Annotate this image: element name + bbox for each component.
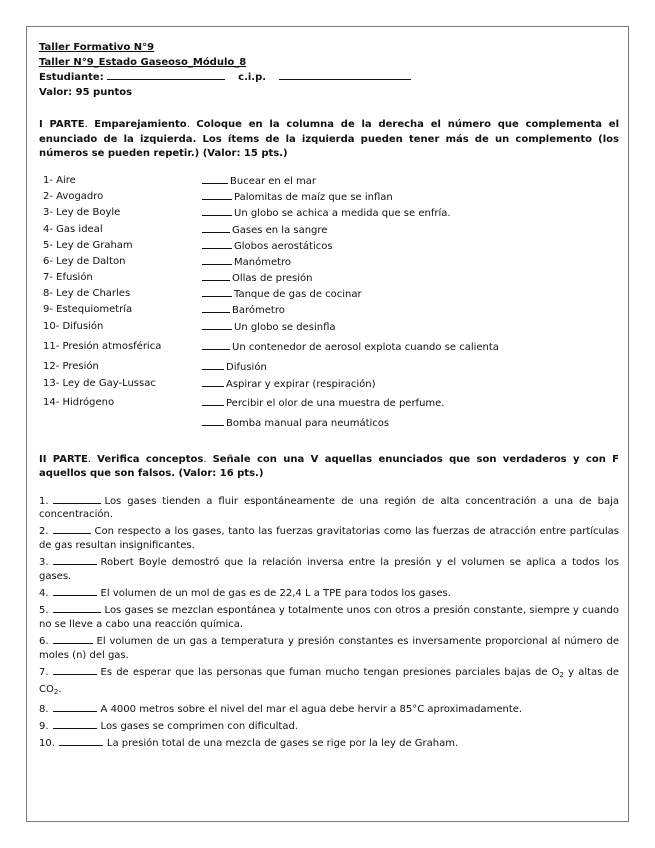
statement-number: 2.	[39, 526, 49, 538]
part2-text: Señale con una V aquellas enunciados que son verdaderos y con F aquellos que son falsos. (Valor: 16 pts.)	[39, 453, 620, 479]
answer-blank[interactable]	[202, 255, 232, 265]
answer-blank[interactable]	[202, 223, 230, 233]
statement-number: 3.	[39, 557, 49, 569]
left-item: 7- Efusión	[43, 271, 93, 283]
right-item-text: Bomba manual para neumáticos	[226, 417, 390, 429]
right-item-text: Gases en la sangre	[232, 224, 328, 236]
student-label: Estudiante:	[39, 72, 104, 83]
statement-text: A 4000 metros sobre el nivel del mar el agua debe hervir a 85°C aproximadamente.	[100, 703, 523, 715]
answer-blank[interactable]	[53, 702, 97, 712]
left-item: 3- Ley de Boyle	[43, 206, 121, 218]
right-item-text: Un globo se achica a medida que se enfría.	[234, 207, 451, 219]
matching-row	[39, 303, 619, 317]
statement-number: 6.	[39, 636, 49, 648]
header-title: Taller Formativo N°9	[39, 42, 155, 53]
answer-blank[interactable]	[53, 524, 91, 534]
student-blank	[107, 70, 225, 80]
student-line	[39, 70, 619, 86]
header-subtitle: Taller N°9_Estado Gaseoso_Módulo_8	[39, 56, 247, 68]
answer-blank[interactable]	[202, 396, 224, 406]
part1-subtitle: Emparejamiento	[94, 119, 187, 130]
statement-text: El volumen de un mol de gas es de 22,4 L a TPE para todos los gases.	[100, 588, 451, 600]
statement-text: Es de esperar que las personas que fuman mucho tengan presiones parciales bajas de O	[100, 667, 560, 679]
answer-blank[interactable]	[202, 320, 232, 330]
matching-row	[39, 239, 619, 253]
right-item	[202, 223, 327, 238]
statement-item	[39, 736, 619, 751]
matching-row	[39, 396, 619, 410]
right-item-text: Un contenedor de aerosol explota cuando se calienta	[232, 341, 499, 353]
statement-number: 7.	[39, 667, 49, 679]
statement-number: 1.	[39, 495, 49, 507]
right-item	[202, 303, 285, 318]
true-false-list	[39, 494, 619, 751]
answer-blank[interactable]	[202, 190, 232, 200]
left-item: 9- Estequiometría	[43, 303, 133, 315]
statement-item	[39, 555, 619, 584]
statement-number: 10.	[39, 738, 55, 750]
right-item-text: Percibir el olor de una muestra de perfume.	[226, 397, 445, 409]
statement-number: 9.	[39, 721, 49, 733]
right-item	[202, 360, 267, 375]
part2-subtitle: Verifica conceptos	[97, 453, 204, 465]
statement-text: Los gases se comprimen con dificultad.	[100, 721, 298, 733]
part1-instructions: I PARTE. Emparejamiento. Coloque en la columna de la derecha el número que complementa el enunciado de la izquierda. Los ítems de la izquierda pueden tener más de un complemento (los números se pueden repetir.) (Valor: 15 pts.)	[39, 119, 620, 159]
left-item: 11- Presión atmosférica	[43, 340, 162, 352]
right-item-text: Palomitas de maíz que se inflan	[234, 191, 393, 203]
matching-row	[39, 320, 619, 334]
right-item	[202, 174, 316, 189]
left-item: 13- Ley de Gay-Lussac	[43, 377, 156, 389]
statement-item	[39, 603, 619, 632]
statement-text: El volumen de un gas a temperatura y presión constantes es inversamente proporcional al número de moles (n) del gas.	[39, 636, 619, 661]
right-item-text: Barómetro	[232, 304, 285, 316]
statement-text-end: .	[58, 683, 62, 695]
matching-row	[39, 255, 619, 269]
left-item: 5- Ley de Graham	[43, 239, 133, 251]
right-item	[202, 416, 389, 431]
statement-item	[39, 586, 619, 601]
statement-number: 4.	[39, 588, 49, 600]
statement-item	[39, 634, 619, 663]
right-item-text: Bucear en el mar	[230, 175, 317, 187]
part2-instructions: II PARTE. Verifica conceptos. Señale con una V aquellas enunciados que son verdaderos y con F aquellos que son falsos. (Valor: 16 pts.)	[39, 453, 620, 479]
answer-blank[interactable]	[53, 494, 101, 504]
answer-blank[interactable]	[202, 287, 232, 297]
answer-blank[interactable]	[53, 586, 97, 596]
right-item	[202, 255, 291, 270]
worksheet-page	[26, 26, 629, 822]
right-item	[202, 206, 451, 221]
answer-blank[interactable]	[53, 555, 97, 565]
answer-blank[interactable]	[202, 416, 224, 426]
left-item: 12- Presión	[43, 360, 99, 372]
statement-text: Los gases se mezclan espontánea y totalmente unos con otros a presión constante, siempre y cuando no se lleve a cabo una reacción química.	[39, 605, 619, 631]
matching-row	[39, 340, 619, 354]
cip-blank	[279, 70, 411, 80]
statement-item	[39, 665, 619, 700]
statement-text: La presión total de una mezcla de gases se rige por la ley de Graham.	[106, 738, 459, 750]
right-item	[202, 271, 312, 286]
part2-title: II PARTE	[39, 453, 88, 465]
left-item: 14- Hidrógeno	[43, 396, 115, 408]
left-item: 10- Difusión	[43, 320, 104, 332]
right-item-text: Un globo se desinfla	[234, 321, 336, 333]
right-item-text: Difusión	[226, 361, 267, 373]
right-item	[202, 190, 393, 205]
right-item-text: Aspirar y expirar (respiración)	[226, 378, 376, 390]
statement-text: Con respecto a los gases, tanto las fuerzas gravitatorias como las fuerzas de atracción entre partículas de gas resultan insignificantes.	[39, 526, 619, 552]
matching-row	[39, 223, 619, 237]
header-value: Valor: 95 puntos	[39, 86, 133, 98]
statement-text-cont: y altas de CO	[39, 667, 619, 695]
statement-item	[39, 719, 619, 734]
answer-blank[interactable]	[202, 174, 228, 184]
statement-item	[39, 494, 619, 523]
matching-row	[39, 174, 619, 188]
right-item	[202, 320, 336, 335]
cip-label: c.i.p.	[238, 72, 267, 83]
answer-blank[interactable]	[53, 665, 97, 675]
answer-blank[interactable]	[202, 206, 232, 216]
matching-row	[39, 360, 619, 374]
subscript: 2	[53, 687, 59, 696]
left-item: 8- Ley de Charles	[43, 287, 131, 299]
matching-row	[39, 271, 619, 285]
part1-text: Coloque en la columna de la derecha el número que complementa el enunciado de la izquierda. Los ítems de la izquierda pueden tener más de un complemento (los números se pueden repetir.) (Valor: 15 pts.)	[39, 119, 620, 159]
statement-text: Los gases tienden a fluir espontáneamente de una región de alta concentración a una de baja concentración.	[39, 495, 619, 521]
right-item	[202, 239, 333, 254]
answer-blank[interactable]	[202, 271, 230, 281]
matching-row	[39, 190, 619, 204]
right-item-text: Manómetro	[234, 256, 292, 268]
left-item: 4- Gas ideal	[43, 223, 103, 235]
right-item	[202, 340, 499, 355]
statement-item	[39, 702, 619, 717]
left-item: 1- Aire	[43, 174, 76, 186]
answer-blank[interactable]	[53, 603, 101, 613]
statement-number: 5.	[39, 605, 49, 617]
answer-blank[interactable]	[202, 303, 230, 313]
answer-blank[interactable]	[202, 377, 224, 387]
worksheet-content	[39, 41, 619, 753]
matching-row	[39, 416, 619, 430]
matching-table	[39, 174, 619, 449]
answer-blank[interactable]	[202, 239, 232, 249]
answer-blank[interactable]	[53, 719, 97, 729]
answer-blank[interactable]	[202, 360, 224, 370]
right-item	[202, 396, 445, 411]
subscript: 2	[559, 671, 564, 680]
statement-item	[39, 524, 619, 553]
matching-row	[39, 287, 619, 301]
right-item-text: Tanque de gas de cocinar	[234, 288, 362, 300]
matching-row	[39, 206, 619, 220]
right-item-text: Globos aerostáticos	[234, 240, 333, 252]
answer-blank[interactable]	[59, 736, 103, 746]
statement-text: Robert Boyle demostró que la relación inversa entre la presión y el volumen se aplica a todos los gases.	[39, 557, 619, 583]
left-item: 6- Ley de Dalton	[43, 255, 126, 267]
statement-number: 8.	[39, 703, 49, 715]
left-item: 2- Avogadro	[43, 190, 104, 202]
right-item	[202, 377, 376, 392]
matching-row	[39, 377, 619, 391]
answer-blank[interactable]	[53, 634, 93, 644]
part1-title: I PARTE	[39, 119, 85, 130]
right-item-text: Ollas de presión	[232, 272, 313, 284]
right-item	[202, 287, 362, 302]
answer-blank[interactable]	[202, 340, 230, 350]
